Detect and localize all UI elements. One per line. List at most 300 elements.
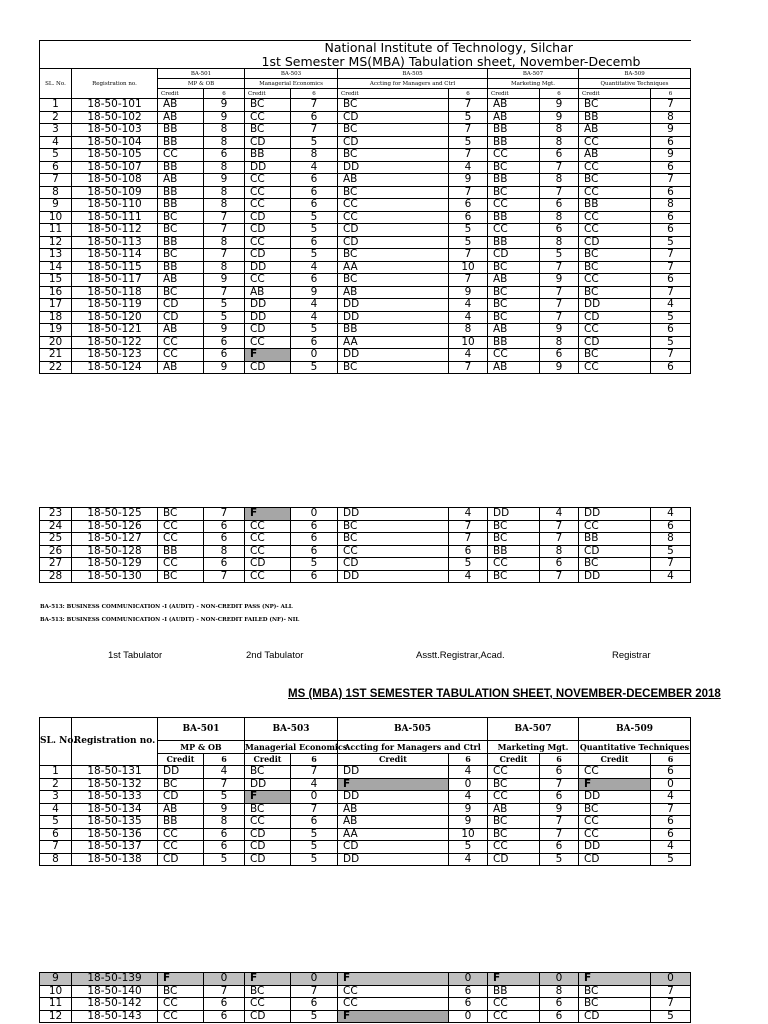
grade-point-cell: 6 <box>291 533 338 546</box>
grade-point-cell: 6 <box>540 1010 579 1023</box>
audit-note-failed: BA-513: BUSINESS COMMUNICATION -I (AUDIT) - NON-CREDIT FAILED (NF)- NIL <box>40 617 300 623</box>
grade-point-cell: 4 <box>540 508 579 521</box>
table-row <box>40 841 691 854</box>
grade-point-cell: 5 <box>449 111 488 124</box>
grade-cell: DD <box>579 299 651 312</box>
grade-point-cell: 7 <box>204 570 245 583</box>
grade-cell: CC <box>158 533 204 546</box>
registration-cell: 18-50-127 <box>72 533 158 546</box>
grade-point-cell: 6 <box>204 149 245 162</box>
grade-cell: BC <box>488 816 540 829</box>
grade-cell: CC <box>579 520 651 533</box>
grade-point-cell: 4 <box>651 570 691 583</box>
grade-point-cell: 6 <box>540 349 579 362</box>
registration-cell: 18-50-117 <box>72 274 158 287</box>
sl-no-cell: 6 <box>40 828 72 841</box>
registration-cell: 18-50-143 <box>72 1010 158 1023</box>
grade-cell: CD <box>245 558 291 571</box>
grade-cell: BB <box>158 199 204 212</box>
grade-point-cell: 7 <box>449 99 488 112</box>
grade-point-cell: 6 <box>449 211 488 224</box>
sl-no-cell: 12 <box>40 236 72 249</box>
table-row <box>40 161 691 174</box>
grade-point-cell: 8 <box>204 816 245 829</box>
grade-cell: BC <box>488 286 540 299</box>
grade-cell: DD <box>338 570 449 583</box>
grade-cell: BC <box>245 985 291 998</box>
sl-no-cell: 22 <box>40 361 72 374</box>
grade-point-cell: 5 <box>540 853 579 866</box>
sl-no-cell: 10 <box>40 985 72 998</box>
sl-no-cell: 8 <box>40 853 72 866</box>
credit-value: 6 <box>651 89 691 99</box>
table-row <box>40 520 691 533</box>
registration-cell: 18-50-114 <box>72 249 158 262</box>
course-code: BA-501 <box>158 69 245 79</box>
grade-cell: CC <box>245 236 291 249</box>
grade-cell: CD <box>245 249 291 262</box>
grade-point-cell: 4 <box>291 311 338 324</box>
sl-no-cell: 9 <box>40 199 72 212</box>
registration-cell: 18-50-123 <box>72 349 158 362</box>
grade-point-cell: 7 <box>204 985 245 998</box>
grade-point-cell: 5 <box>651 336 691 349</box>
grade-cell: AB <box>245 286 291 299</box>
grade-cell: CC <box>579 224 651 237</box>
grade-cell: DD <box>338 299 449 312</box>
grade-cell: DD <box>245 778 291 791</box>
grade-point-cell: 6 <box>651 828 691 841</box>
grade-cell: CD <box>245 853 291 866</box>
tabulation-table-1 <box>39 40 691 374</box>
grade-point-cell: 7 <box>449 124 488 137</box>
grade-cell: CD <box>158 853 204 866</box>
grade-point-cell: 9 <box>449 803 488 816</box>
grade-cell: BB <box>158 816 204 829</box>
grade-point-cell: 8 <box>540 124 579 137</box>
credit-value: 6 <box>651 754 691 766</box>
grade-point-cell: 9 <box>204 274 245 287</box>
grade-point-cell: 5 <box>291 828 338 841</box>
grade-point-cell: 7 <box>540 161 579 174</box>
grade-cell: AB <box>579 124 651 137</box>
grade-point-cell: 6 <box>291 199 338 212</box>
table-row <box>40 853 691 866</box>
registration-cell: 18-50-110 <box>72 199 158 212</box>
registration-cell: 18-50-109 <box>72 186 158 199</box>
grade-cell: CD <box>245 828 291 841</box>
grade-cell: DD <box>338 853 449 866</box>
registration-cell: 18-50-136 <box>72 828 158 841</box>
grade-cell: AB <box>579 149 651 162</box>
grade-cell: CD <box>338 236 449 249</box>
grade-cell: CD <box>579 545 651 558</box>
grade-cell: BB <box>245 149 291 162</box>
table-row <box>40 766 691 779</box>
registration-cell: 18-50-138 <box>72 853 158 866</box>
grade-cell: DD <box>488 508 540 521</box>
grade-point-cell: 4 <box>449 311 488 324</box>
grade-cell: F <box>579 973 651 986</box>
grade-point-cell: 7 <box>291 803 338 816</box>
registration-header: Registration no. <box>72 69 158 99</box>
registration-cell: 18-50-119 <box>72 299 158 312</box>
grade-cell: BB <box>488 236 540 249</box>
table-row <box>40 211 691 224</box>
grade-point-cell: 6 <box>540 149 579 162</box>
sl-no-cell: 4 <box>40 136 72 149</box>
sl-no-cell: 13 <box>40 249 72 262</box>
sl-no-cell: 15 <box>40 274 72 287</box>
grade-cell: BB <box>158 124 204 137</box>
grade-cell: BB <box>158 186 204 199</box>
sl-no-cell: 11 <box>40 998 72 1011</box>
grade-point-cell: 6 <box>291 816 338 829</box>
grade-cell: DD <box>245 311 291 324</box>
grade-point-cell: 9 <box>204 174 245 187</box>
grade-point-cell: 9 <box>651 124 691 137</box>
grade-cell: CC <box>488 1010 540 1023</box>
grade-cell: DD <box>338 161 449 174</box>
grade-point-cell: 6 <box>291 570 338 583</box>
sl-no-cell: 16 <box>40 286 72 299</box>
grade-point-cell: 0 <box>291 791 338 804</box>
sl-no-cell: 2 <box>40 111 72 124</box>
grade-cell: CC <box>245 520 291 533</box>
table-row <box>40 99 691 112</box>
grade-point-cell: 9 <box>449 174 488 187</box>
credit-value: 6 <box>204 89 245 99</box>
registration-cell: 18-50-121 <box>72 324 158 337</box>
grade-point-cell: 7 <box>651 99 691 112</box>
grade-cell: CC <box>158 336 204 349</box>
grade-point-cell: 7 <box>540 778 579 791</box>
grade-cell: CC <box>338 199 449 212</box>
registration-cell: 18-50-128 <box>72 545 158 558</box>
grade-cell: CC <box>338 211 449 224</box>
table-row <box>40 124 691 137</box>
grade-cell: BC <box>338 520 449 533</box>
grade-cell: BB <box>579 533 651 546</box>
course-name: Quantitative Techniques <box>579 79 691 89</box>
title-row <box>40 41 691 56</box>
grade-point-cell: 0 <box>449 778 488 791</box>
grade-point-cell: 8 <box>651 199 691 212</box>
grade-cell: BC <box>245 99 291 112</box>
grade-point-cell: 8 <box>540 136 579 149</box>
grade-cell: BC <box>579 349 651 362</box>
grade-point-cell: 5 <box>291 1010 338 1023</box>
grade-cell: CD <box>245 211 291 224</box>
sl-no-cell: 17 <box>40 299 72 312</box>
grade-cell: BC <box>579 998 651 1011</box>
grade-point-cell: 7 <box>449 274 488 287</box>
grade-point-cell: 4 <box>651 508 691 521</box>
grade-point-cell: 9 <box>540 111 579 124</box>
grade-point-cell: 10 <box>449 261 488 274</box>
course-code: BA-503 <box>245 718 338 741</box>
grade-point-cell: 7 <box>651 349 691 362</box>
grade-point-cell: 5 <box>449 224 488 237</box>
grade-point-cell: 8 <box>540 211 579 224</box>
sl-no-cell: 8 <box>40 186 72 199</box>
grade-point-cell: 6 <box>291 236 338 249</box>
sl-no-cell: 23 <box>40 508 72 521</box>
credit-value: 6 <box>540 754 579 766</box>
course-code: BA-507 <box>488 718 579 741</box>
registration-cell: 18-50-125 <box>72 508 158 521</box>
grade-point-cell: 7 <box>204 224 245 237</box>
grade-point-cell: 9 <box>540 361 579 374</box>
grade-point-cell: 0 <box>651 778 691 791</box>
grade-cell: CC <box>488 998 540 1011</box>
course-name: MP & OB <box>158 79 245 89</box>
grade-point-cell: 4 <box>449 508 488 521</box>
grade-cell: BB <box>158 261 204 274</box>
table-row <box>40 324 691 337</box>
grade-point-cell: 9 <box>651 149 691 162</box>
grade-point-cell: 8 <box>651 111 691 124</box>
grade-cell: CC <box>245 199 291 212</box>
sl-no-header: SL. No. <box>40 69 72 99</box>
grade-cell: F <box>245 973 291 986</box>
grade-cell: CD <box>338 136 449 149</box>
grade-cell: AB <box>158 361 204 374</box>
table-row <box>40 311 691 324</box>
course-name: Marketing Mgt. <box>488 79 579 89</box>
registration-cell: 18-50-101 <box>72 99 158 112</box>
grade-point-cell: 8 <box>540 985 579 998</box>
grade-point-cell: 8 <box>291 149 338 162</box>
grade-cell: CD <box>579 853 651 866</box>
grade-point-cell: 7 <box>540 186 579 199</box>
sl-no-cell: 7 <box>40 174 72 187</box>
institute-name: National Institute of Technology, Silchar <box>245 41 691 56</box>
grade-point-cell: 6 <box>540 791 579 804</box>
grade-point-cell: 0 <box>204 973 245 986</box>
grade-cell: BC <box>488 520 540 533</box>
grade-cell: CC <box>488 349 540 362</box>
grade-point-cell: 5 <box>540 249 579 262</box>
credit-label: Credit <box>245 89 291 99</box>
registration-cell: 18-50-113 <box>72 236 158 249</box>
registration-cell: 18-50-111 <box>72 211 158 224</box>
credit-label: Credit <box>158 89 204 99</box>
grade-cell: CC <box>245 570 291 583</box>
sl-no-cell: 21 <box>40 349 72 362</box>
tabulation-table-2-continued <box>39 972 691 1023</box>
table-row <box>40 224 691 237</box>
grade-cell: CC <box>579 816 651 829</box>
grade-cell: CC <box>579 136 651 149</box>
grade-point-cell: 4 <box>449 161 488 174</box>
grade-cell: F <box>338 973 449 986</box>
table-row <box>40 286 691 299</box>
grade-cell: DD <box>579 508 651 521</box>
grade-cell: BB <box>488 174 540 187</box>
grade-point-cell: 7 <box>651 249 691 262</box>
table-row <box>40 973 691 986</box>
grade-cell: CC <box>488 558 540 571</box>
sl-no-cell: 10 <box>40 211 72 224</box>
grade-cell: CC <box>579 274 651 287</box>
credit-label: Credit <box>579 89 651 99</box>
registration-cell: 18-50-105 <box>72 149 158 162</box>
credit-label: Credit <box>488 89 540 99</box>
grade-point-cell: 5 <box>449 841 488 854</box>
grade-cell: CC <box>579 211 651 224</box>
grade-cell: BB <box>488 545 540 558</box>
grade-point-cell: 10 <box>449 336 488 349</box>
table-row <box>40 236 691 249</box>
grade-point-cell: 8 <box>204 186 245 199</box>
grade-cell: BC <box>579 99 651 112</box>
grade-point-cell: 8 <box>204 261 245 274</box>
grade-point-cell: 5 <box>651 545 691 558</box>
registrar-signature: Registrar <box>612 650 651 661</box>
course-code: BA-505 <box>338 69 488 79</box>
table-row <box>40 816 691 829</box>
sl-no-cell: 1 <box>40 99 72 112</box>
grade-point-cell: 7 <box>540 816 579 829</box>
grade-point-cell: 7 <box>449 149 488 162</box>
grade-cell: CC <box>488 766 540 779</box>
grade-cell: BC <box>579 803 651 816</box>
grade-point-cell: 7 <box>540 261 579 274</box>
grade-cell: CC <box>488 224 540 237</box>
grade-cell: CD <box>338 224 449 237</box>
grade-point-cell: 5 <box>291 324 338 337</box>
course-name: MP & OB <box>158 741 245 754</box>
grade-point-cell: 4 <box>651 791 691 804</box>
grade-cell: CD <box>245 841 291 854</box>
grade-point-cell: 8 <box>204 124 245 137</box>
sl-no-cell: 3 <box>40 791 72 804</box>
registration-cell: 18-50-120 <box>72 311 158 324</box>
grade-point-cell: 6 <box>651 520 691 533</box>
grade-point-cell: 8 <box>204 136 245 149</box>
grade-point-cell: 7 <box>291 766 338 779</box>
grade-cell: BB <box>488 124 540 137</box>
grade-point-cell: 0 <box>291 973 338 986</box>
course-code: BA-507 <box>488 69 579 79</box>
grade-point-cell: 7 <box>540 520 579 533</box>
grade-cell: AB <box>338 816 449 829</box>
grade-point-cell: 7 <box>651 803 691 816</box>
table-row <box>40 998 691 1011</box>
grade-point-cell: 0 <box>449 1010 488 1023</box>
grade-point-cell: 8 <box>204 199 245 212</box>
table-row <box>40 533 691 546</box>
grade-point-cell: 4 <box>449 570 488 583</box>
grade-cell: DD <box>579 791 651 804</box>
grade-cell: BB <box>488 336 540 349</box>
grade-cell: BC <box>245 766 291 779</box>
table-row <box>40 261 691 274</box>
registration-cell: 18-50-130 <box>72 570 158 583</box>
grade-cell: CC <box>579 828 651 841</box>
grade-point-cell: 6 <box>449 545 488 558</box>
grade-cell: F <box>338 778 449 791</box>
grade-point-cell: 9 <box>449 286 488 299</box>
grade-point-cell: 6 <box>449 998 488 1011</box>
credit-value: 6 <box>449 754 488 766</box>
sl-no-cell: 5 <box>40 816 72 829</box>
sl-no-cell: 26 <box>40 545 72 558</box>
grade-point-cell: 4 <box>449 791 488 804</box>
table-row <box>40 299 691 312</box>
grade-point-cell: 0 <box>291 508 338 521</box>
grade-cell: CD <box>245 224 291 237</box>
registration-cell: 18-50-102 <box>72 111 158 124</box>
grade-point-cell: 6 <box>291 274 338 287</box>
grade-point-cell: 7 <box>449 361 488 374</box>
grade-cell: DD <box>245 261 291 274</box>
grade-cell: BB <box>158 545 204 558</box>
tabulation-table-2 <box>39 717 691 866</box>
registration-cell: 18-50-133 <box>72 791 158 804</box>
grade-point-cell: 4 <box>291 778 338 791</box>
table-row <box>40 149 691 162</box>
grade-cell: CD <box>245 136 291 149</box>
grade-cell: BC <box>158 249 204 262</box>
grade-cell: DD <box>579 841 651 854</box>
grade-cell: F <box>245 349 291 362</box>
grade-point-cell: 6 <box>651 136 691 149</box>
credit-value: 6 <box>449 89 488 99</box>
credit-label: Credit <box>488 754 540 766</box>
registration-cell: 18-50-115 <box>72 261 158 274</box>
grade-point-cell: 6 <box>651 224 691 237</box>
grade-point-cell: 7 <box>204 286 245 299</box>
grade-cell: AB <box>338 174 449 187</box>
grade-cell: BB <box>158 161 204 174</box>
grade-cell: DD <box>338 791 449 804</box>
registration-cell: 18-50-131 <box>72 766 158 779</box>
grade-point-cell: 7 <box>540 570 579 583</box>
grade-cell: BC <box>245 803 291 816</box>
grade-cell: AB <box>158 99 204 112</box>
asst-registrar-signature: Asstt.Registrar,Acad. <box>416 650 505 661</box>
grade-cell: BC <box>488 828 540 841</box>
grade-point-cell: 5 <box>291 249 338 262</box>
table-row <box>40 791 691 804</box>
grade-point-cell: 5 <box>204 853 245 866</box>
grade-point-cell: 6 <box>540 998 579 1011</box>
grade-cell: BC <box>488 161 540 174</box>
grade-cell: BC <box>245 124 291 137</box>
grade-point-cell: 8 <box>540 174 579 187</box>
sl-no-cell: 28 <box>40 570 72 583</box>
grade-point-cell: 6 <box>291 545 338 558</box>
grade-cell: AA <box>338 336 449 349</box>
grade-point-cell: 6 <box>291 336 338 349</box>
grade-cell: BC <box>158 286 204 299</box>
grade-cell: CD <box>579 311 651 324</box>
grade-point-cell: 9 <box>540 324 579 337</box>
grade-point-cell: 5 <box>291 224 338 237</box>
grade-point-cell: 6 <box>291 174 338 187</box>
sl-no-cell: 2 <box>40 778 72 791</box>
grade-point-cell: 7 <box>449 520 488 533</box>
grade-point-cell: 7 <box>540 533 579 546</box>
sl-no-cell: 6 <box>40 161 72 174</box>
grade-cell: CD <box>338 841 449 854</box>
grade-point-cell: 6 <box>204 828 245 841</box>
grade-point-cell: 6 <box>651 186 691 199</box>
credit-value: 6 <box>540 89 579 99</box>
course-code: BA-503 <box>245 69 338 79</box>
